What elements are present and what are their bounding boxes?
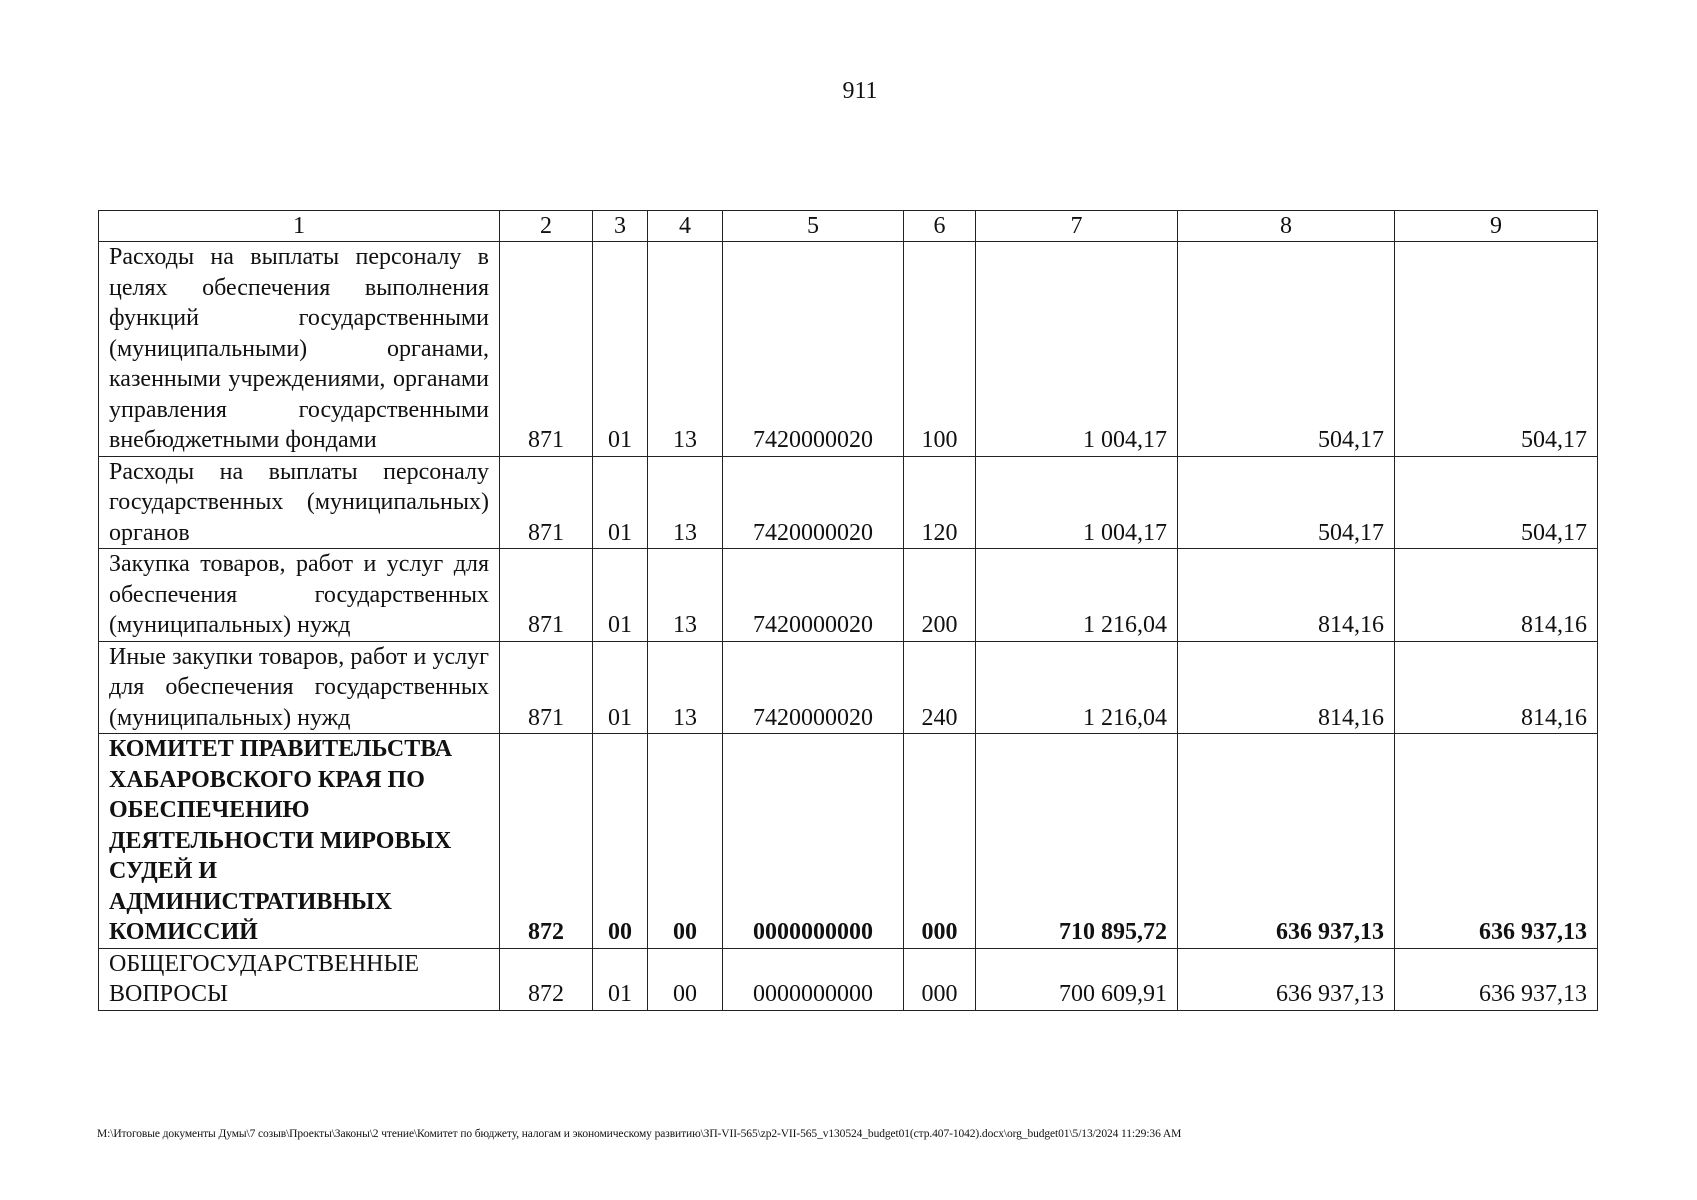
row-subsection-code: 13 xyxy=(648,456,723,549)
row-subsection-code: 13 xyxy=(648,641,723,734)
row-amount-col7: 710 895,72 xyxy=(976,734,1178,949)
row-amount-col7: 700 609,91 xyxy=(976,948,1178,1010)
row-section-code: 01 xyxy=(593,456,648,549)
table-row xyxy=(99,456,1598,549)
table-row xyxy=(99,242,1598,457)
header-cell: 9 xyxy=(1395,211,1598,242)
row-amount-col8: 636 937,13 xyxy=(1178,948,1395,1010)
header-cell: 1 xyxy=(99,211,500,242)
row-section-code: 01 xyxy=(593,549,648,642)
table-row xyxy=(99,734,1598,949)
table-header-row xyxy=(99,211,1598,242)
row-target-code: 7420000020 xyxy=(723,456,904,549)
row-section-code: 01 xyxy=(593,948,648,1010)
row-name: ОБЩЕГОСУДАРСТВЕННЫЕ ВОПРОСЫ xyxy=(99,948,500,1010)
header-cell: 5 xyxy=(723,211,904,242)
row-ministry-code: 871 xyxy=(500,456,593,549)
row-amount-col8: 636 937,13 xyxy=(1178,734,1395,949)
table-row xyxy=(99,549,1598,642)
row-name: Закупка товаров, работ и услуг для обеспечения государственных (муниципальных) нужд xyxy=(99,549,500,642)
row-section-code: 01 xyxy=(593,641,648,734)
row-subsection-code: 13 xyxy=(648,549,723,642)
row-subsection-code: 13 xyxy=(648,242,723,457)
row-expense-type-code: 000 xyxy=(904,734,976,949)
table-row xyxy=(99,948,1598,1010)
budget-table xyxy=(98,210,1598,1011)
row-ministry-code: 872 xyxy=(500,734,593,949)
row-amount-col9: 636 937,13 xyxy=(1395,734,1598,949)
row-amount-col9: 814,16 xyxy=(1395,641,1598,734)
row-ministry-code: 871 xyxy=(500,549,593,642)
row-amount-col9: 814,16 xyxy=(1395,549,1598,642)
row-subsection-code: 00 xyxy=(648,948,723,1010)
row-amount-col7: 1 004,17 xyxy=(976,242,1178,457)
row-amount-col8: 814,16 xyxy=(1178,641,1395,734)
row-amount-col7: 1 216,04 xyxy=(976,641,1178,734)
header-cell: 8 xyxy=(1178,211,1395,242)
row-name: Расходы на выплаты персоналу государственных (муниципальных) органов xyxy=(99,456,500,549)
row-amount-col8: 504,17 xyxy=(1178,456,1395,549)
row-section-code: 01 xyxy=(593,242,648,457)
row-amount-col9: 636 937,13 xyxy=(1395,948,1598,1010)
row-amount-col7: 1 216,04 xyxy=(976,549,1178,642)
row-amount-col8: 814,16 xyxy=(1178,549,1395,642)
row-target-code: 7420000020 xyxy=(723,641,904,734)
header-cell: 2 xyxy=(500,211,593,242)
header-cell: 7 xyxy=(976,211,1178,242)
row-section-code: 00 xyxy=(593,734,648,949)
row-expense-type-code: 120 xyxy=(904,456,976,549)
row-ministry-code: 872 xyxy=(500,948,593,1010)
row-ministry-code: 871 xyxy=(500,641,593,734)
row-ministry-code: 871 xyxy=(500,242,593,457)
row-expense-type-code: 000 xyxy=(904,948,976,1010)
page-number: 911 xyxy=(842,78,878,104)
row-expense-type-code: 240 xyxy=(904,641,976,734)
header-cell: 3 xyxy=(593,211,648,242)
row-amount-col9: 504,17 xyxy=(1395,242,1598,457)
document-file-path: M:\Итоговые документы Думы\7 созыв\Проекты\Законы\2 чтение\Комитет по бюджету, налогам и экономическому развитию\ЗП-VII-565\zp2-VII-565_v130524_budget01(стр.407-1042).docx\org_budget01\5/13/2024 11:29:36 AM xyxy=(97,1128,1182,1140)
row-subsection-code: 00 xyxy=(648,734,723,949)
table-row xyxy=(99,641,1598,734)
row-target-code: 7420000020 xyxy=(723,242,904,457)
row-target-code: 7420000020 xyxy=(723,549,904,642)
row-amount-col8: 504,17 xyxy=(1178,242,1395,457)
row-name: Иные закупки товаров, работ и услуг для обеспечения государственных (муниципальных) нужд xyxy=(99,641,500,734)
header-cell: 6 xyxy=(904,211,976,242)
row-target-code: 0000000000 xyxy=(723,948,904,1010)
row-name: Расходы на выплаты персоналу в целях обеспечения выполнения функций государственными (муниципальными) органами, казенными учреждениями, органами управления государственными внебюджетными фондами xyxy=(99,242,500,457)
row-expense-type-code: 100 xyxy=(904,242,976,457)
row-expense-type-code: 200 xyxy=(904,549,976,642)
row-name: КОМИТЕТ ПРАВИТЕЛЬСТВА ХАБАРОВСКОГО КРАЯ ПО ОБЕСПЕЧЕНИЮ ДЕЯТЕЛЬНОСТИ МИРОВЫХ СУДЕЙ И АДМИНИСТРАТИВНЫХ КОМИССИЙ xyxy=(99,734,500,949)
header-cell: 4 xyxy=(648,211,723,242)
row-target-code: 0000000000 xyxy=(723,734,904,949)
row-amount-col7: 1 004,17 xyxy=(976,456,1178,549)
row-amount-col9: 504,17 xyxy=(1395,456,1598,549)
